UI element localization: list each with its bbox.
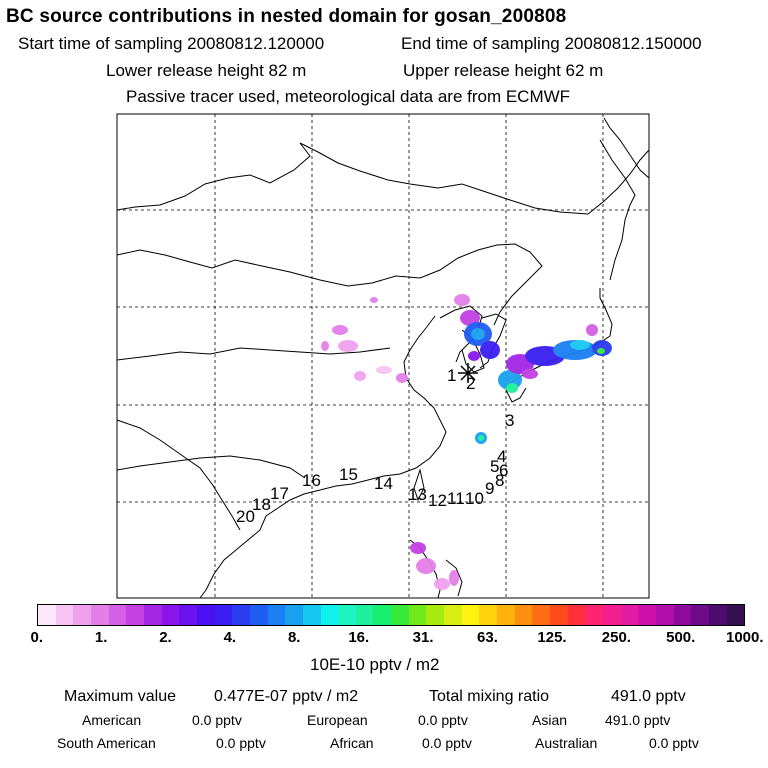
color-scale-cell [356, 605, 374, 625]
track-label-11: 11 [447, 489, 465, 508]
color-scale-cell [497, 605, 515, 625]
color-scale-cell [727, 605, 745, 625]
start-time-label: Start time of sampling 20080812.120000 [18, 34, 325, 53]
track-label-18: 18 [252, 495, 271, 514]
track-label-6: 6 [499, 461, 509, 480]
track-label-17: 17 [270, 484, 289, 503]
australian-value: 0.0 pptv [649, 735, 699, 751]
track-label-14: 14 [374, 474, 393, 493]
color-scale-cell [215, 605, 233, 625]
asian-label: Asian [532, 712, 568, 728]
track-label-13: 13 [408, 485, 427, 504]
australian-label: Australian [535, 735, 598, 751]
color-scale-tick: 250. [601, 629, 631, 646]
tracer-note: Passive tracer used, meteorological data are from ECMWF [126, 87, 571, 106]
track-label-20: 20 [236, 507, 255, 526]
color-scale-tick: 500. [666, 629, 696, 646]
color-scale-cell [674, 605, 692, 625]
color-scale-cell [568, 605, 586, 625]
color-scale-cell [462, 605, 480, 625]
color-scale-cell [532, 605, 550, 625]
color-scale-cell [373, 605, 391, 625]
lower-release-label: Lower release height 82 m [106, 61, 307, 80]
color-scale-cell [285, 605, 303, 625]
color-scale-cell [73, 605, 91, 625]
color-scale-cell [444, 605, 462, 625]
end-time-label: End time of sampling 20080812.150000 [401, 34, 702, 53]
south-american-value: 0.0 pptv [216, 735, 266, 751]
color-scale-cell [321, 605, 339, 625]
color-scale-tick: 2. [159, 629, 172, 646]
color-scale-units: 10E-10 pptv / m2 [310, 655, 440, 674]
color-scale-cell [126, 605, 144, 625]
color-scale-bar [37, 604, 745, 626]
color-scale-cell [179, 605, 197, 625]
color-scale-cell [515, 605, 533, 625]
color-scale-cell [197, 605, 215, 625]
track-label-4: 4 [497, 447, 507, 466]
color-scale-cell [391, 605, 409, 625]
color-scale-cell [550, 605, 568, 625]
color-scale-cell [144, 605, 162, 625]
color-scale-cell [585, 605, 603, 625]
track-label-5: 5 [490, 457, 500, 476]
color-scale-cell [638, 605, 656, 625]
south-american-label: South American [57, 735, 156, 751]
color-scale-cell [691, 605, 709, 625]
track-label-15: 15 [339, 465, 358, 484]
color-scale-tick: 0. [30, 629, 44, 646]
upper-release-label: Upper release height 62 m [403, 61, 604, 80]
color-scale-tick: 8. [287, 629, 301, 646]
color-scale-cell [603, 605, 621, 625]
color-scale-cell [621, 605, 639, 625]
color-scale-tick: 125. [537, 629, 567, 646]
color-scale-cell [268, 605, 286, 625]
color-scale-cell [91, 605, 109, 625]
color-scale-cell [338, 605, 356, 625]
european-value: 0.0 pptv [418, 712, 468, 728]
color-scale-cell [56, 605, 74, 625]
color-scale-cell [250, 605, 268, 625]
track-label-8: 8 [495, 471, 505, 490]
american-label: American [82, 712, 142, 728]
color-scale-cell [38, 605, 56, 625]
color-scale-tick: 4. [223, 629, 237, 646]
track-label-3: 3 [505, 411, 515, 430]
color-scale-cell [109, 605, 127, 625]
color-scale-cell [303, 605, 321, 625]
page-title: BC source contributions in nested domain for gosan_200808 [6, 6, 567, 27]
track-label-2: 2 [466, 374, 476, 393]
track-label-1: 1 [447, 366, 457, 385]
african-value: 0.0 pptv [422, 735, 472, 751]
color-scale-tick: 16. [348, 629, 370, 646]
african-label: African [330, 735, 374, 751]
track-label-16: 16 [302, 471, 321, 490]
color-scale-tick: 63. [477, 629, 498, 646]
color-scale-cell [426, 605, 444, 625]
color-scale-cell [162, 605, 180, 625]
total-mixing-label: Total mixing ratio [429, 688, 550, 705]
color-scale-cell [656, 605, 674, 625]
track-label-12: 12 [428, 491, 447, 510]
american-value: 0.0 pptv [192, 712, 242, 728]
asian-value: 491.0 pptv [605, 712, 671, 728]
color-scale-tick: 31. [412, 629, 434, 646]
color-scale-cell [479, 605, 497, 625]
color-scale-cell [232, 605, 250, 625]
european-label: European [307, 712, 368, 728]
total-mixing-value: 491.0 pptv [611, 688, 686, 705]
max-value: 0.477E-07 pptv / m2 [214, 688, 359, 705]
color-scale-tick: 1. [94, 629, 108, 646]
track-label-10: 10 [465, 489, 484, 508]
color-scale-tick: 1000. [726, 629, 764, 646]
track-label-9: 9 [485, 479, 495, 498]
color-scale-cell [409, 605, 427, 625]
color-scale-cell [709, 605, 727, 625]
max-value-label: Maximum value [64, 688, 177, 705]
